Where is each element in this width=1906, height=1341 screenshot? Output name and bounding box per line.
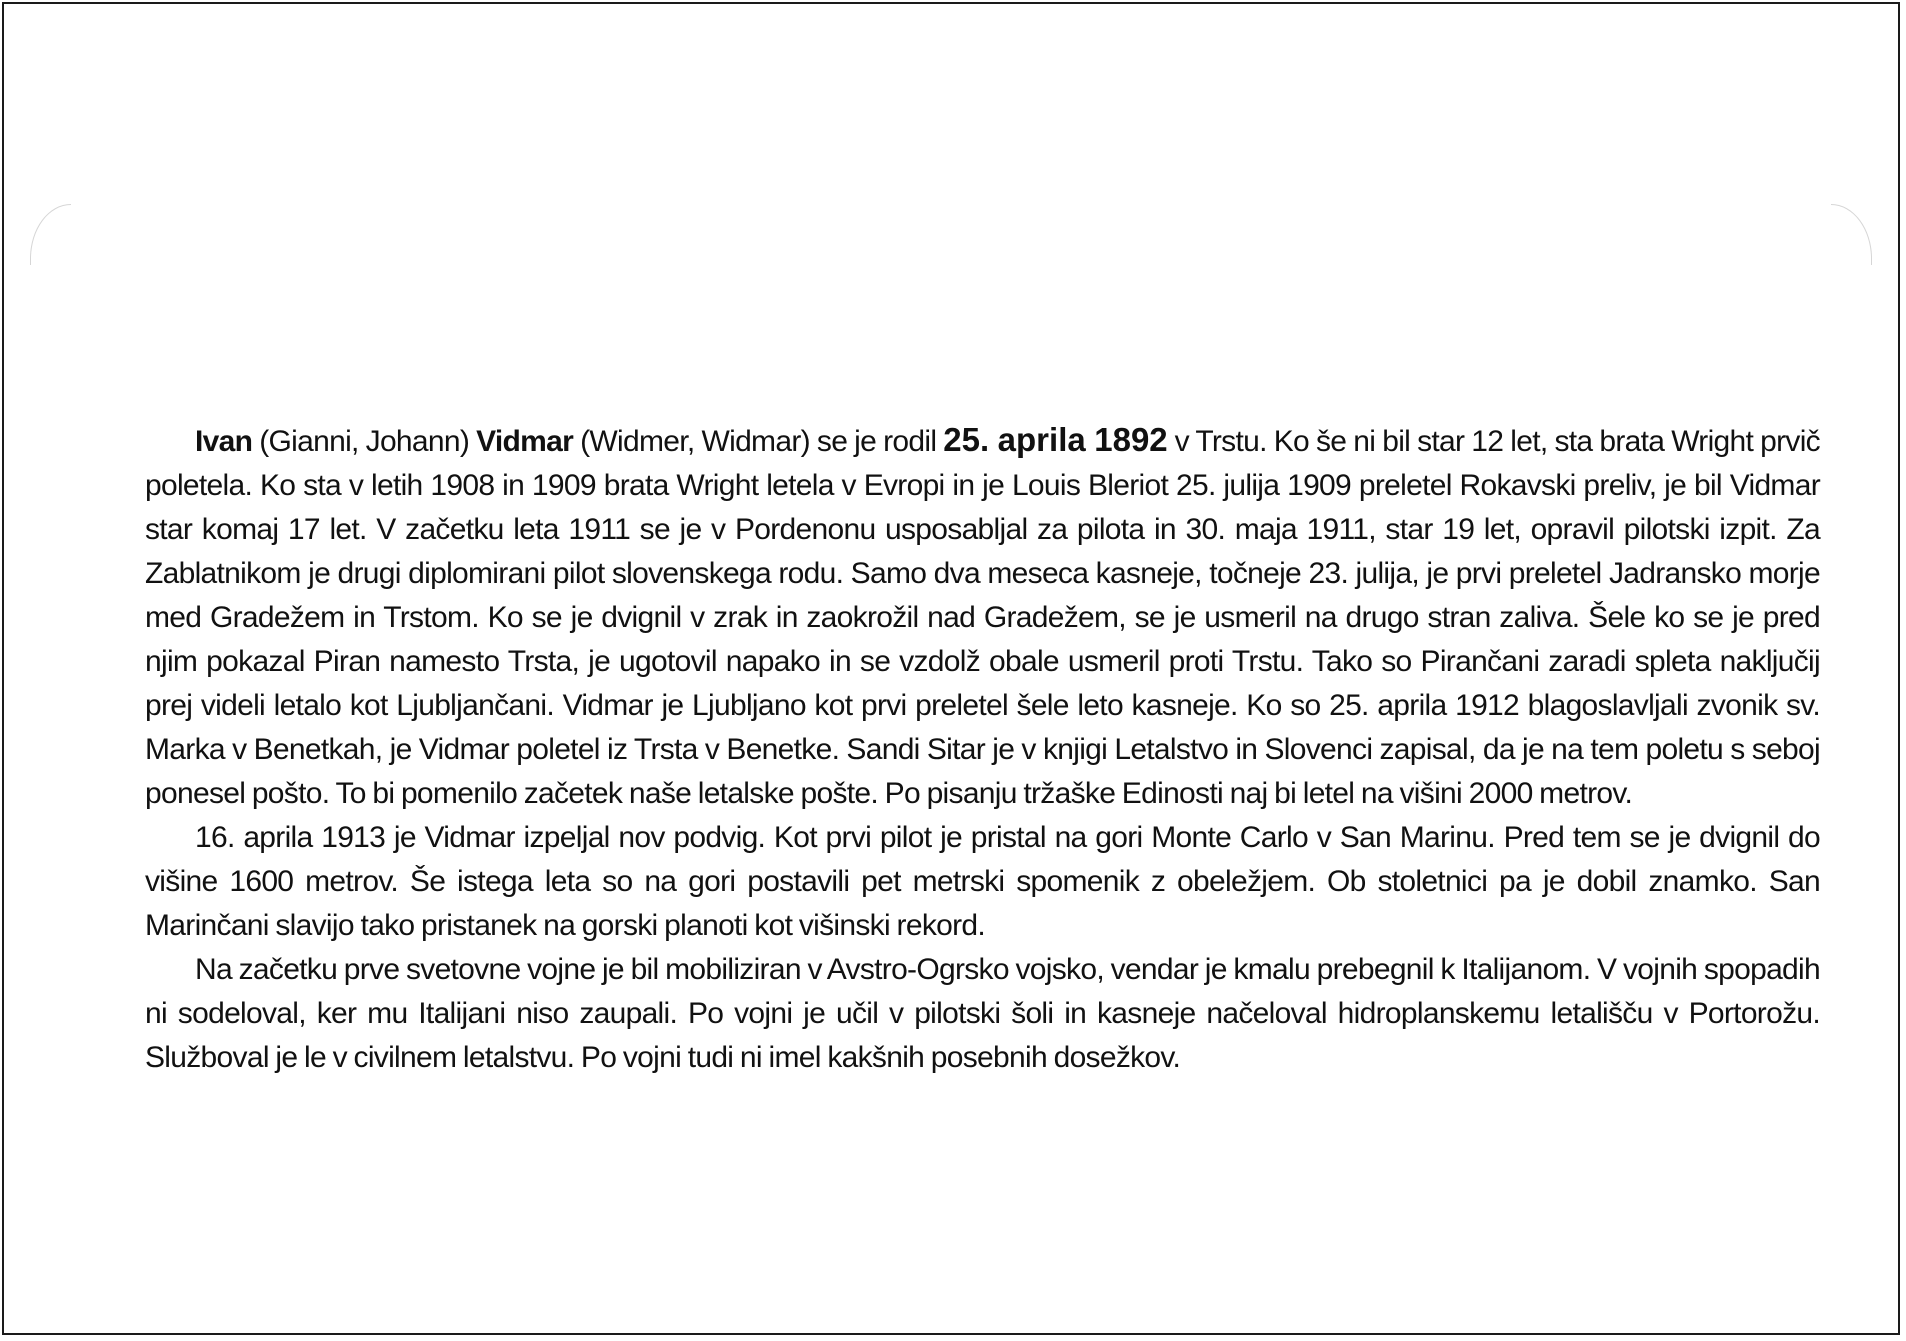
name-variants: (Gianni, Johann) bbox=[252, 425, 477, 458]
corner-mark-top-right bbox=[1831, 204, 1872, 265]
name-last: Vidmar bbox=[476, 425, 574, 458]
corner-mark-top-left bbox=[30, 204, 71, 265]
surname-variants: (Widmer, Widmar) se je rodil bbox=[573, 425, 944, 458]
article-text bbox=[145, 418, 1820, 1080]
paragraph-2: 16. aprila 1913 je Vidmar izpeljal nov podvig. Kot prvi pilot je pristal na gori Monte Carlo v San Marinu. Pred tem se je dvignil do višine 1600 metrov. Še istega leta so na gori postavili pet metrski spomenik z obeležjem. Ob stoletnici pa je dobil znamko. San Marinčani slavijo tako pristanek na gorski planoti kot višinski rekord. bbox=[145, 821, 1820, 942]
name-first: Ivan bbox=[195, 425, 253, 458]
birth-date: 25. aprila 1892 bbox=[943, 421, 1168, 458]
paragraph-1-text: v Trstu. Ko še ni bil star 12 let, sta brata Wright prvič poletela. Ko sta v letih 1908 in 1909 brata Wright letela v Evropi in je Louis Bleriot 25. julija 1909 preletel Rokavski preliv, je bil Vidmar star komaj 17 let. V začetku leta 1911 se je v Pordenonu usposabljal za pilota in 30. maja 1911, star 19 let, opravil pilotski izpit. Za Zablatnikom je drugi diplomirani pilot slovenskega rodu. Samo dva meseca kasneje, točneje 23. julija, je prvi preletel Jadransko morje med Gradežem in Trstom. Ko se je dvignil v zrak in zaokrožil nad Gradežem, se je usmeril na drugo stran zaliva. Šele ko se je pred njim pokazal Piran namesto Trsta, je ugotovil napako in se vzdolž obale usmeril proti Trstu. Tako so Pirančani zaradi spleta naključij prej videli letalo kot Ljubljančani. Vidmar je Ljubljano kot prvi preletel šele leto kasneje. Ko so 25. aprila 1912 blagoslavljali zvonik sv. Marka v Benetkah, je Vidmar poletel iz Trsta v Benetke. Sandi Sitar je v knjigi Letalstvo in Slovenci zapisal, da je na tem poletu s seboj ponesel pošto. To bi pomenilo začetek naše letalske pošte. Po pisanju tržaške Edinosti naj bi letel na višini 2000 metrov. bbox=[145, 425, 1820, 810]
paragraph-1 bbox=[145, 418, 1820, 816]
paragraph-3: Na začetku prve svetovne vojne je bil mobiliziran v Avstro-Ogrsko vojsko, vendar je kmalu prebegnil k Italijanom. V vojnih spopadih ni sodeloval, ker mu Italijani niso zaupali. Po vojni je učil v pilotski šoli in kasneje načeloval hidroplanskemu letališču v Portorožu. Služboval je le v civilnem letalstvu. Po vojni tudi ni imel kakšnih posebnih dosežkov. bbox=[145, 953, 1820, 1074]
